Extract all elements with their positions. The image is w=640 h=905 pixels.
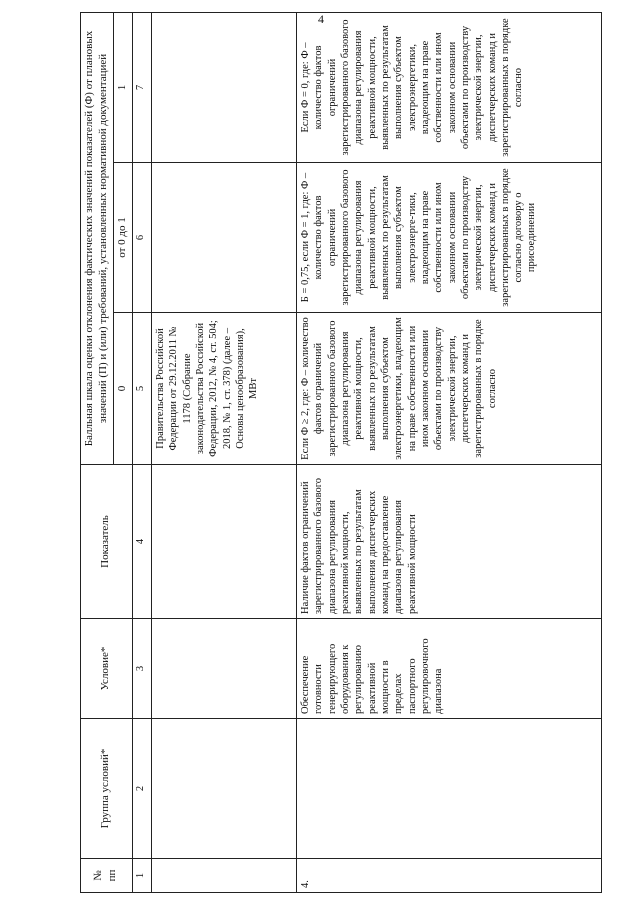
column-number: 4 [132, 465, 151, 619]
header-score-1: 1 [113, 13, 132, 163]
column-number: 7 [132, 13, 151, 163]
cell [151, 163, 296, 313]
cell [151, 859, 296, 893]
header-score-scale: Балльная шкала оценки отклонения фактических значений показателей (Ф) от плановых значений (П) и (или) требований, установленных нормативной документацией [81, 13, 114, 465]
header-score-0: 0 [113, 313, 132, 465]
row-number: 4. [296, 859, 601, 893]
score-0-cell: Если Ф ≥ 2, где: Ф – количество фактов ограничений зарегистрированного базового диапазона регулирования реактивной мощности, выявленных по результатам выполнения субъектом электроэнергетики, владеющим на праве собственности или ином законном основании объектами по производству электрической энергии, диспетчерских команд и зарегистрированных в порядке согласно [296, 313, 601, 465]
header-group: Группа условий* [81, 719, 133, 859]
header-indicator: Показатель [81, 465, 133, 619]
page-number: 4 [318, 12, 324, 26]
cell [151, 465, 296, 619]
column-number: 1 [132, 859, 151, 893]
column-number: 6 [132, 163, 151, 313]
column-number: 2 [132, 719, 151, 859]
condition-group-cell [296, 719, 601, 859]
header-condition: Условие* [81, 619, 133, 719]
table-row-4 [296, 13, 601, 893]
score-1-cell: Если Ф = 0, где: Ф – количество фактов ограничений зарегистрированного базового диапазона регулирования реактивной мощности, выявленных по результатам выполнения субъектом электроэнергетики, владеющим на праве собственности или ином законном основании объектами по производству электрической энергии, диспетчерских команд и зарегистрированных в порядке согласно [296, 13, 601, 163]
cell [151, 619, 296, 719]
cell [151, 719, 296, 859]
column-number: 5 [132, 313, 151, 465]
condition-cell: Обеспечение готовности генерирующего оборудования к регулированию реактивной мощности в пределах паспортного регулировочного диапазона [296, 619, 601, 719]
cell [151, 13, 296, 163]
column-number-row [132, 13, 151, 893]
continued-row [151, 13, 296, 893]
score-0-1-cell: Б = 0,75, если Ф = 1, где: Ф – количество фактов ограничений зарегистрированного базового диапазона регулирования реактивной мощности, выявленных по результатам выполнения субъектом электроэнерге-тики, владеющим на праве собственности или ином законном основании объектами по производству электрической энергии, диспетчерских команд и зарегистрированных в порядке согласно договору о присоединении [296, 163, 601, 313]
column-number: 3 [132, 619, 151, 719]
header-score-0-1: от 0 до 1 [113, 163, 132, 313]
header-num: № пп [81, 859, 133, 893]
header-row [81, 13, 114, 893]
indicator-cell: Наличие фактов ограничений зарегистрированного базового диапазона регулирования реактивной мощности, выявленных по результатам выполнения диспетчерских команд на предоставление диапазона регулирования реактивной мощности [296, 465, 601, 619]
criteria-table [80, 12, 602, 893]
continued-score-0-cell: Правительства Российской Федерации от 29.12.2011 № 1178 (Собрание законодательства Российской Федерации, 2012, № 4, ст. 504; 2018, № 1, ст. 378) (далее – Основы ценообразования), МВт [151, 313, 296, 465]
